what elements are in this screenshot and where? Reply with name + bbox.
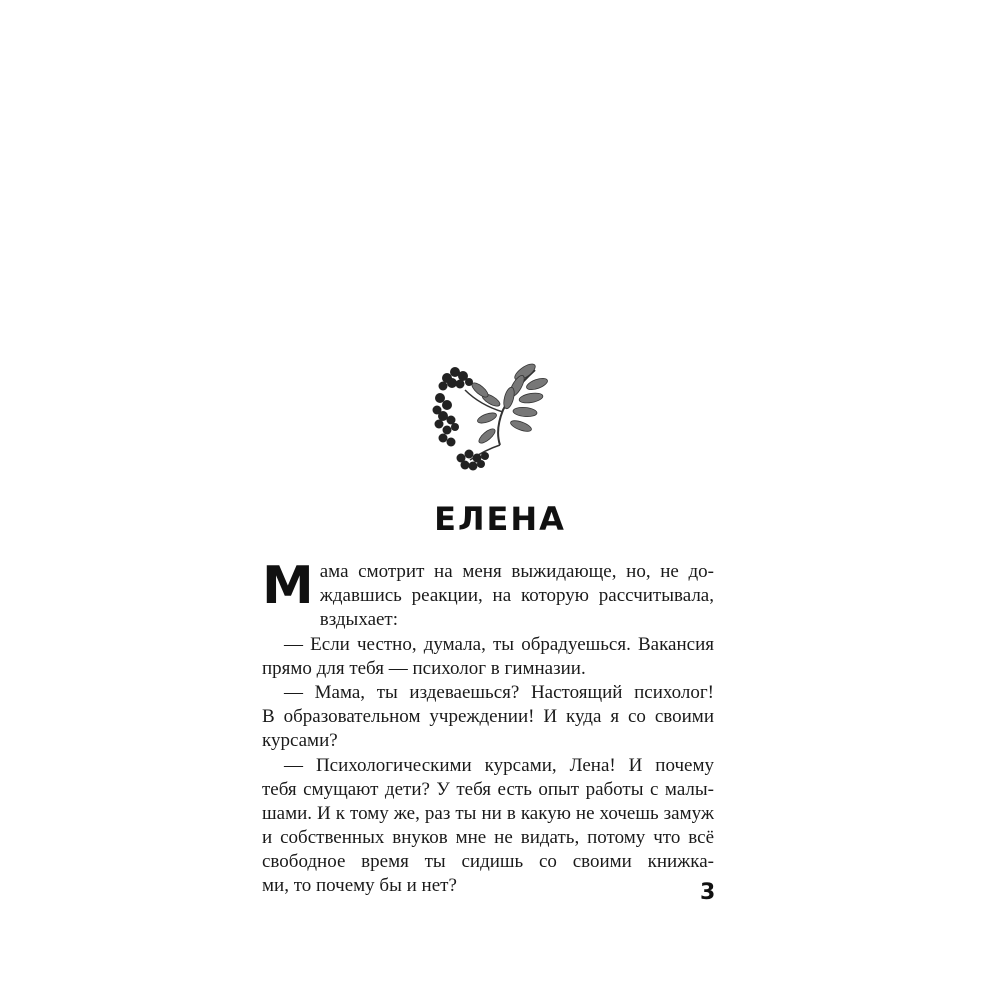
text-line: — Если честно, думала, ты обрадуешься. Вакансия xyxy=(284,633,714,655)
text-line: и собственных внуков мне не видать, потому что всё xyxy=(262,827,714,849)
chapter-title: ЕЛЕНА xyxy=(434,500,566,538)
chapter-text xyxy=(262,556,714,899)
text-line: — Психологическими курсами, Лена! И почему xyxy=(284,754,714,776)
text-line: вздыхает: xyxy=(319,609,399,631)
text-line: — Мама, ты издеваешься? Настоящий психолог! xyxy=(284,681,714,703)
text-line: В образовательном учреждении! И куда я со своими xyxy=(262,706,714,728)
text-line: прямо для тебя — психолог в гимназии. xyxy=(262,657,586,679)
text-line: шами. И к тому же, раз ты ни в какую не хочешь замуж xyxy=(262,802,714,824)
drop-cap: М xyxy=(262,556,314,616)
opening-paragraph xyxy=(262,556,714,616)
text-line: ми, то почему бы и нет? xyxy=(262,875,457,897)
rowan-branch-icon xyxy=(425,350,555,480)
text-line: курсами? xyxy=(262,730,338,752)
text-line: ждавшись реакции, на которую рассчитывала, xyxy=(319,585,714,607)
page-number: 3 xyxy=(700,880,716,905)
text-line: свободное время ты сидишь со своими книжка- xyxy=(262,851,714,873)
text-line: тебя смущают дети? У тебя есть опыт работы с малы- xyxy=(262,778,714,800)
text-line: ама смотрит на меня выжидающе, но, не до- xyxy=(319,561,714,582)
